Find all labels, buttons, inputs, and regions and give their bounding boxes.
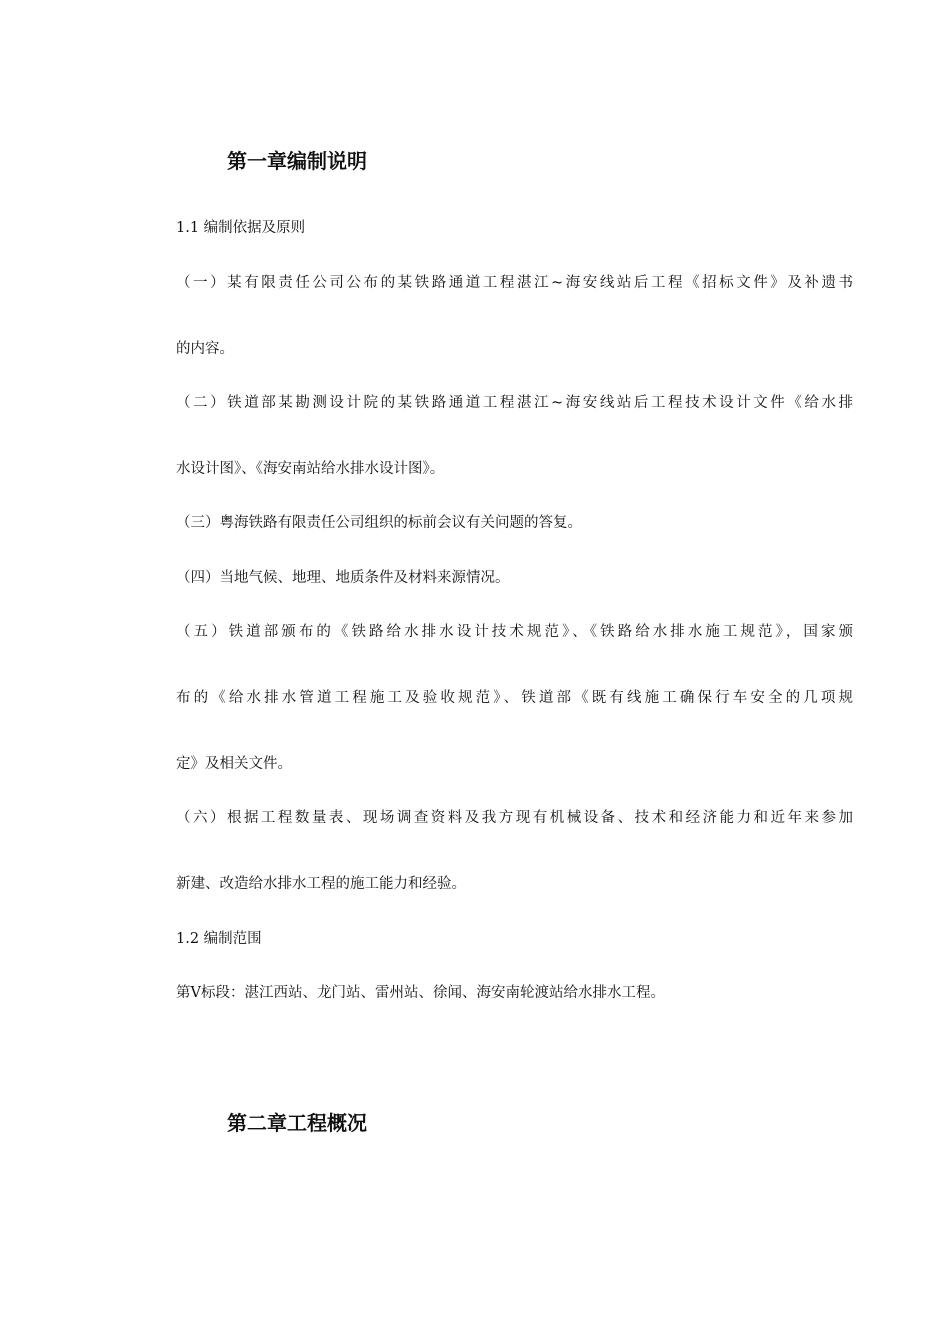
item-3-line-1: （三）粤海铁路有限责任公司组织的标前会议有关问题的答复。 <box>176 515 582 531</box>
section-1-2-heading: 1.2 编制范围 <box>176 931 262 947</box>
item-5-line-2: 布的《给水排水管道工程施工及验收规范》、铁道部《既有线施工确保行车安全的几项规 <box>176 690 853 706</box>
item-1-line-1: （一）某有限责任公司公布的某铁路通道工程湛江~海安线站后工程《招标文件》及补遗书 <box>176 275 853 291</box>
item-5-line-1: （五）铁道部颁布的《铁路给水排水设计技术规范》、《铁路给水排水施工规范》，国家颁 <box>176 624 853 640</box>
section-1-2-text: 第Ⅴ标段：湛江西站、龙门站、雷州站、徐闻、海安南轮渡站给水排水工程。 <box>176 985 665 1001</box>
item-5-line-3: 定》及相关文件。 <box>176 756 292 772</box>
section-1-1-heading: 1.1 编制依据及原则 <box>176 220 306 236</box>
item-4-line-1: （四）当地气候、地理、地质条件及材料来源情况。 <box>176 570 510 586</box>
chapter-1-title: 第一章编制说明 <box>227 149 367 173</box>
item-6-line-1: （六）根据工程数量表、现场调查资料及我方现有机械设备、技术和经济能力和近年来参加 <box>176 810 853 826</box>
item-6-line-2: 新建、改造给水排水工程的施工能力和经验。 <box>176 876 466 892</box>
item-2-line-1: （二）铁道部某勘测设计院的某铁路通道工程湛江~海安线站后工程技术设计文件《给水排 <box>176 395 853 411</box>
chapter-2-title: 第二章工程概况 <box>227 1111 367 1135</box>
item-2-line-2: 水设计图》、《海安南站给水排水设计图》。 <box>176 461 445 477</box>
item-1-line-2: 的内容。 <box>176 341 234 357</box>
